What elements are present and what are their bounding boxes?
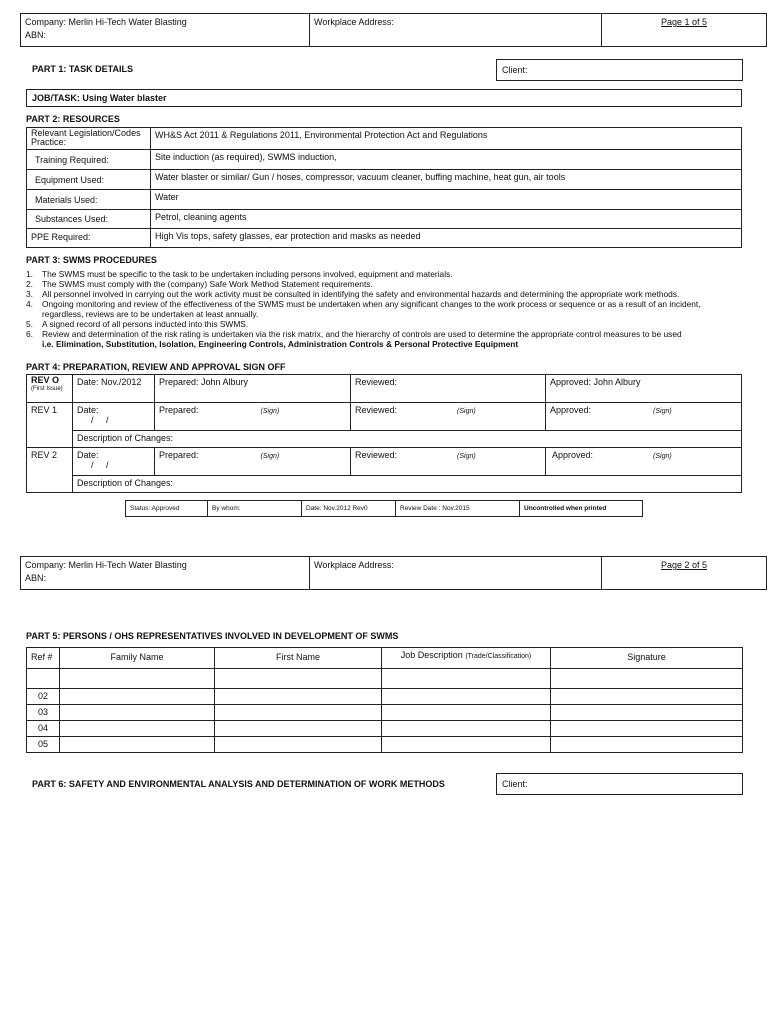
page-number-cell [602, 557, 767, 590]
sign-hint: (Sign) [653, 408, 672, 415]
client-field[interactable] [496, 59, 743, 81]
page-number-cell [602, 14, 767, 47]
review-date: Review Date : Nov.2015 [396, 501, 520, 517]
list-item: 5. A signed record of all persons inducted into this SWMS. [26, 319, 249, 329]
col-ref: Ref # [27, 648, 60, 669]
table-row: 03 [27, 705, 743, 721]
status-bar [125, 500, 643, 517]
part1-title: PART 1: TASK DETAILS [32, 64, 133, 74]
hierarchy-of-controls: i.e. Elimination, Substitution, Isolation, Engineering Controls, Administration Controls & Personal Protective Equipment [42, 339, 519, 349]
list-item: 4. Ongoing monitoring and review of the effectiveness of the SWMS must be undertaken when any significant changes to the work process or sequence or as a result of an incident, regardless, reviews are to be undertaken at least annually. [26, 299, 701, 319]
resource-label: Equipment Used: [27, 170, 151, 190]
job-task-field [26, 89, 742, 107]
resources-row [27, 190, 742, 210]
resource-value: High Vis tops, safety glasses, ear protection and masks as needed [151, 229, 742, 248]
workplace-address-label: Workplace Address: [314, 560, 394, 570]
col-job-description: Job Description (Trade/Classification) [382, 648, 551, 669]
page1-header [20, 13, 767, 47]
resource-label: PPE Required: [27, 229, 151, 248]
abn-label: ABN: [25, 573, 47, 583]
rev1-row [27, 403, 742, 431]
rev1-date: Date: [77, 405, 99, 415]
resource-label: Substances Used: [27, 210, 151, 229]
resources-row [27, 150, 742, 170]
list-item: 6. Review and determination of the risk rating is undertaken via the risk matrix, and the hierarchy of controls are used to determine the appropriate control measures to be used [26, 329, 682, 339]
rev1-date-slashes: / / [91, 415, 109, 425]
resource-label: Relevant Legislation/Codes Practice: [27, 128, 151, 150]
client-label: Client: [502, 65, 528, 75]
resources-row [27, 229, 742, 248]
sign-hint: (Sign) [260, 453, 280, 460]
rev1-prepared: Prepared: [159, 405, 199, 415]
rev2-row [27, 448, 742, 476]
rev0-date: Date: Nov./2012 [73, 375, 155, 403]
resources-row [27, 128, 742, 150]
resource-value: Water blaster or similar/ Gun / hoses, compressor, vacuum cleaner, buffing machine, heat gun, air tools [151, 170, 742, 190]
workplace-address [310, 14, 602, 47]
table-row: 02 [27, 689, 743, 705]
list-item: 1. The SWMS must be specific to the task to be undertaken including persons involved, equipment and materials. [26, 269, 453, 279]
col-first-name: First Name [215, 648, 382, 669]
rev2-label: REV 2 [27, 448, 73, 493]
page2-header [20, 556, 767, 590]
rev1-label: REV 1 [27, 403, 73, 448]
resource-label: Training Required: [27, 150, 151, 170]
rev2-prepared: Prepared: [159, 450, 199, 460]
col-signature: Signature [551, 648, 743, 669]
rev0-row [27, 375, 742, 403]
part2-title: PART 2: RESOURCES [26, 114, 120, 124]
resources-row [27, 210, 742, 229]
rev0-sublabel: (First Issue) [31, 386, 63, 392]
persons-header-row [27, 648, 743, 669]
company-name: Company: Merlin Hi-Tech Water Blasting [25, 17, 187, 27]
part4-title: PART 4: PREPARATION, REVIEW AND APPROVAL SIGN OFF [26, 362, 286, 372]
workplace-address-label: Workplace Address: [314, 17, 394, 27]
page-number: Page 2 of 5 [660, 560, 708, 570]
resource-value: Water [151, 190, 742, 210]
rev2-reviewed: Reviewed: [355, 450, 398, 460]
client-field[interactable] [496, 773, 743, 795]
rev0-prepared: Prepared: John Albury [155, 375, 351, 403]
sign-hint: (Sign) [457, 453, 476, 460]
uncontrolled-note: Uncontrolled when printed [520, 501, 643, 517]
job-task-label: JOB/TASK: Using Water blaster [32, 93, 167, 103]
table-row: 04 [27, 721, 743, 737]
abn-label: ABN: [25, 30, 47, 40]
company-name: Company: Merlin Hi-Tech Water Blasting [25, 560, 187, 570]
by-whom: By whom: [208, 501, 302, 517]
sign-hint: (Sign) [653, 453, 672, 460]
part3-title: PART 3: SWMS PROCEDURES [26, 255, 157, 265]
rev0-reviewed: Reviewed: [351, 375, 546, 403]
signoff-table [26, 374, 742, 493]
part5-title: PART 5: PERSONS / OHS REPRESENTATIVES INVOLVED IN DEVELOPMENT OF SWMS [26, 631, 399, 641]
company-cell [21, 14, 310, 47]
rev1-approved: Approved: [550, 405, 592, 415]
resource-value: WH&S Act 2011 & Regulations 2011, Environmental Protection Act and Regulations [151, 128, 742, 150]
page-number: Page 1 of 5 [660, 17, 708, 27]
rev0-label: REV O [31, 375, 60, 385]
rev1-reviewed: Reviewed: [355, 405, 398, 415]
resource-value: Site induction (as required), SWMS induction, [151, 150, 742, 170]
rev2-desc-row [27, 476, 742, 493]
rev2-approved: Approved: [552, 450, 594, 460]
list-item: 2. The SWMS must comply with the (company) Safe Work Method Statement requirements. [26, 279, 373, 289]
rev1-description: Description of Changes: [73, 431, 742, 448]
rev2-description: Description of Changes: [73, 476, 742, 493]
col-family-name: Family Name [60, 648, 215, 669]
rev0-approved: Approved: John Albury [546, 375, 742, 403]
list-item: 3. All personnel involved in carrying out the work activity must be consulted in identifying the safety and environmental hazards and determining the appropriate work methods. [26, 289, 680, 299]
workplace-address [310, 557, 602, 590]
resources-row [27, 170, 742, 190]
persons-table [26, 647, 743, 753]
sign-hint: (Sign) [457, 408, 476, 415]
status-date: Date: Nov.2012 Rev0 [302, 501, 396, 517]
rev2-date: Date: [77, 450, 99, 460]
status-value: Status: Approved [126, 501, 208, 517]
rev1-desc-row [27, 431, 742, 448]
table-row: 05 [27, 737, 743, 753]
part6-title: PART 6: SAFETY AND ENVIRONMENTAL ANALYSIS AND DETERMINATION OF WORK METHODS [32, 779, 445, 789]
rev2-date-slashes: / / [91, 460, 109, 470]
procedure-list [26, 269, 742, 349]
table-row [27, 669, 743, 689]
resource-label: Materials Used: [27, 190, 151, 210]
resource-value: Petrol, cleaning agents [151, 210, 742, 229]
sign-hint: (Sign) [260, 408, 280, 415]
company-cell [21, 557, 310, 590]
resources-table [26, 127, 742, 248]
client-label: Client: [502, 779, 528, 789]
